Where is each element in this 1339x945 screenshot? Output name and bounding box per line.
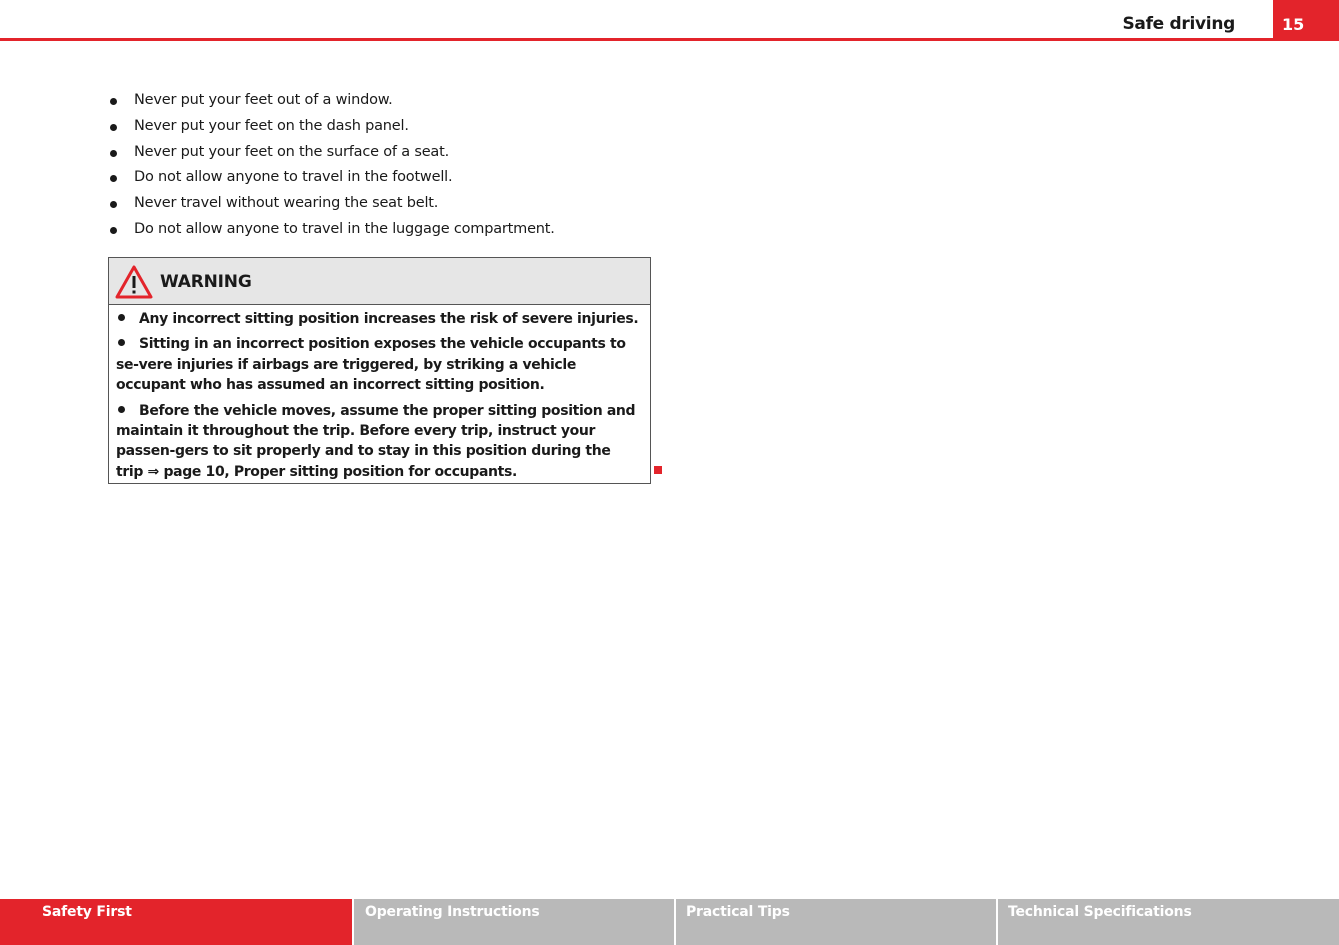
bullet-icon [110, 98, 117, 105]
warning-header [109, 258, 650, 305]
list-item-text: Never travel without wearing the seat belt. [134, 195, 439, 212]
warning-item [116, 334, 642, 395]
bullet-icon [110, 150, 117, 157]
footer-nav [0, 899, 1339, 945]
warning-item-text: Any incorrect sitting position increases the risk of severe injuries. [139, 311, 639, 327]
warning-item [116, 309, 642, 329]
warning-box [108, 257, 651, 484]
list-item-text: Never put your feet on the surface of a seat. [134, 143, 449, 160]
warning-item-text: Sitting in an incorrect position exposes the vehicle occupants to se-vere injuries if airbags are triggered, by striking a vehicle occupant who has assumed an incorrect sitting position. [116, 336, 626, 394]
tab-practical-tips[interactable]: Practical Tips [676, 899, 996, 945]
warning-item [116, 401, 642, 483]
list-item [107, 140, 555, 166]
list-item-text: Do not allow anyone to travel in the footwell. [134, 169, 453, 186]
section-end-marker [654, 466, 662, 474]
tab-technical-specifications[interactable]: Technical Specifications [998, 899, 1339, 945]
tab-safety-first[interactable]: Safety First [0, 899, 352, 945]
list-item-text: Never put your feet on the dash panel. [134, 117, 409, 134]
instruction-list [107, 88, 555, 243]
page-header [0, 0, 1339, 41]
list-item [107, 114, 555, 140]
header-rule [0, 38, 1339, 41]
tab-operating-instructions[interactable]: Operating Instructions [354, 899, 674, 945]
warning-triangle-icon [115, 265, 153, 299]
bullet-icon [118, 406, 125, 413]
list-item [107, 165, 555, 191]
list-item-text: Never put your feet out of a window. [134, 92, 393, 108]
warning-body [109, 305, 650, 482]
bullet-icon [118, 314, 125, 321]
list-item-text: Do not allow anyone to travel in the luggage compartment. [134, 220, 555, 237]
warning-item-text: Before the vehicle moves, assume the proper sitting position and maintain it throughout the trip. Before every trip, instruct your passen-gers to sit properly and to stay in this position during the trip ⇒ page 10, Proper sitting position for occupants. [116, 402, 636, 480]
warning-title: WARNING [160, 272, 252, 292]
section-title: Safe driving [1122, 14, 1235, 34]
bullet-icon [110, 227, 117, 234]
bullet-icon [110, 175, 117, 182]
bullet-icon [110, 201, 117, 208]
list-item [107, 217, 555, 243]
list-item [107, 88, 555, 114]
list-item [107, 191, 555, 217]
bullet-icon [118, 339, 125, 346]
page-number: 15 [1273, 0, 1339, 40]
bullet-icon [110, 124, 117, 131]
